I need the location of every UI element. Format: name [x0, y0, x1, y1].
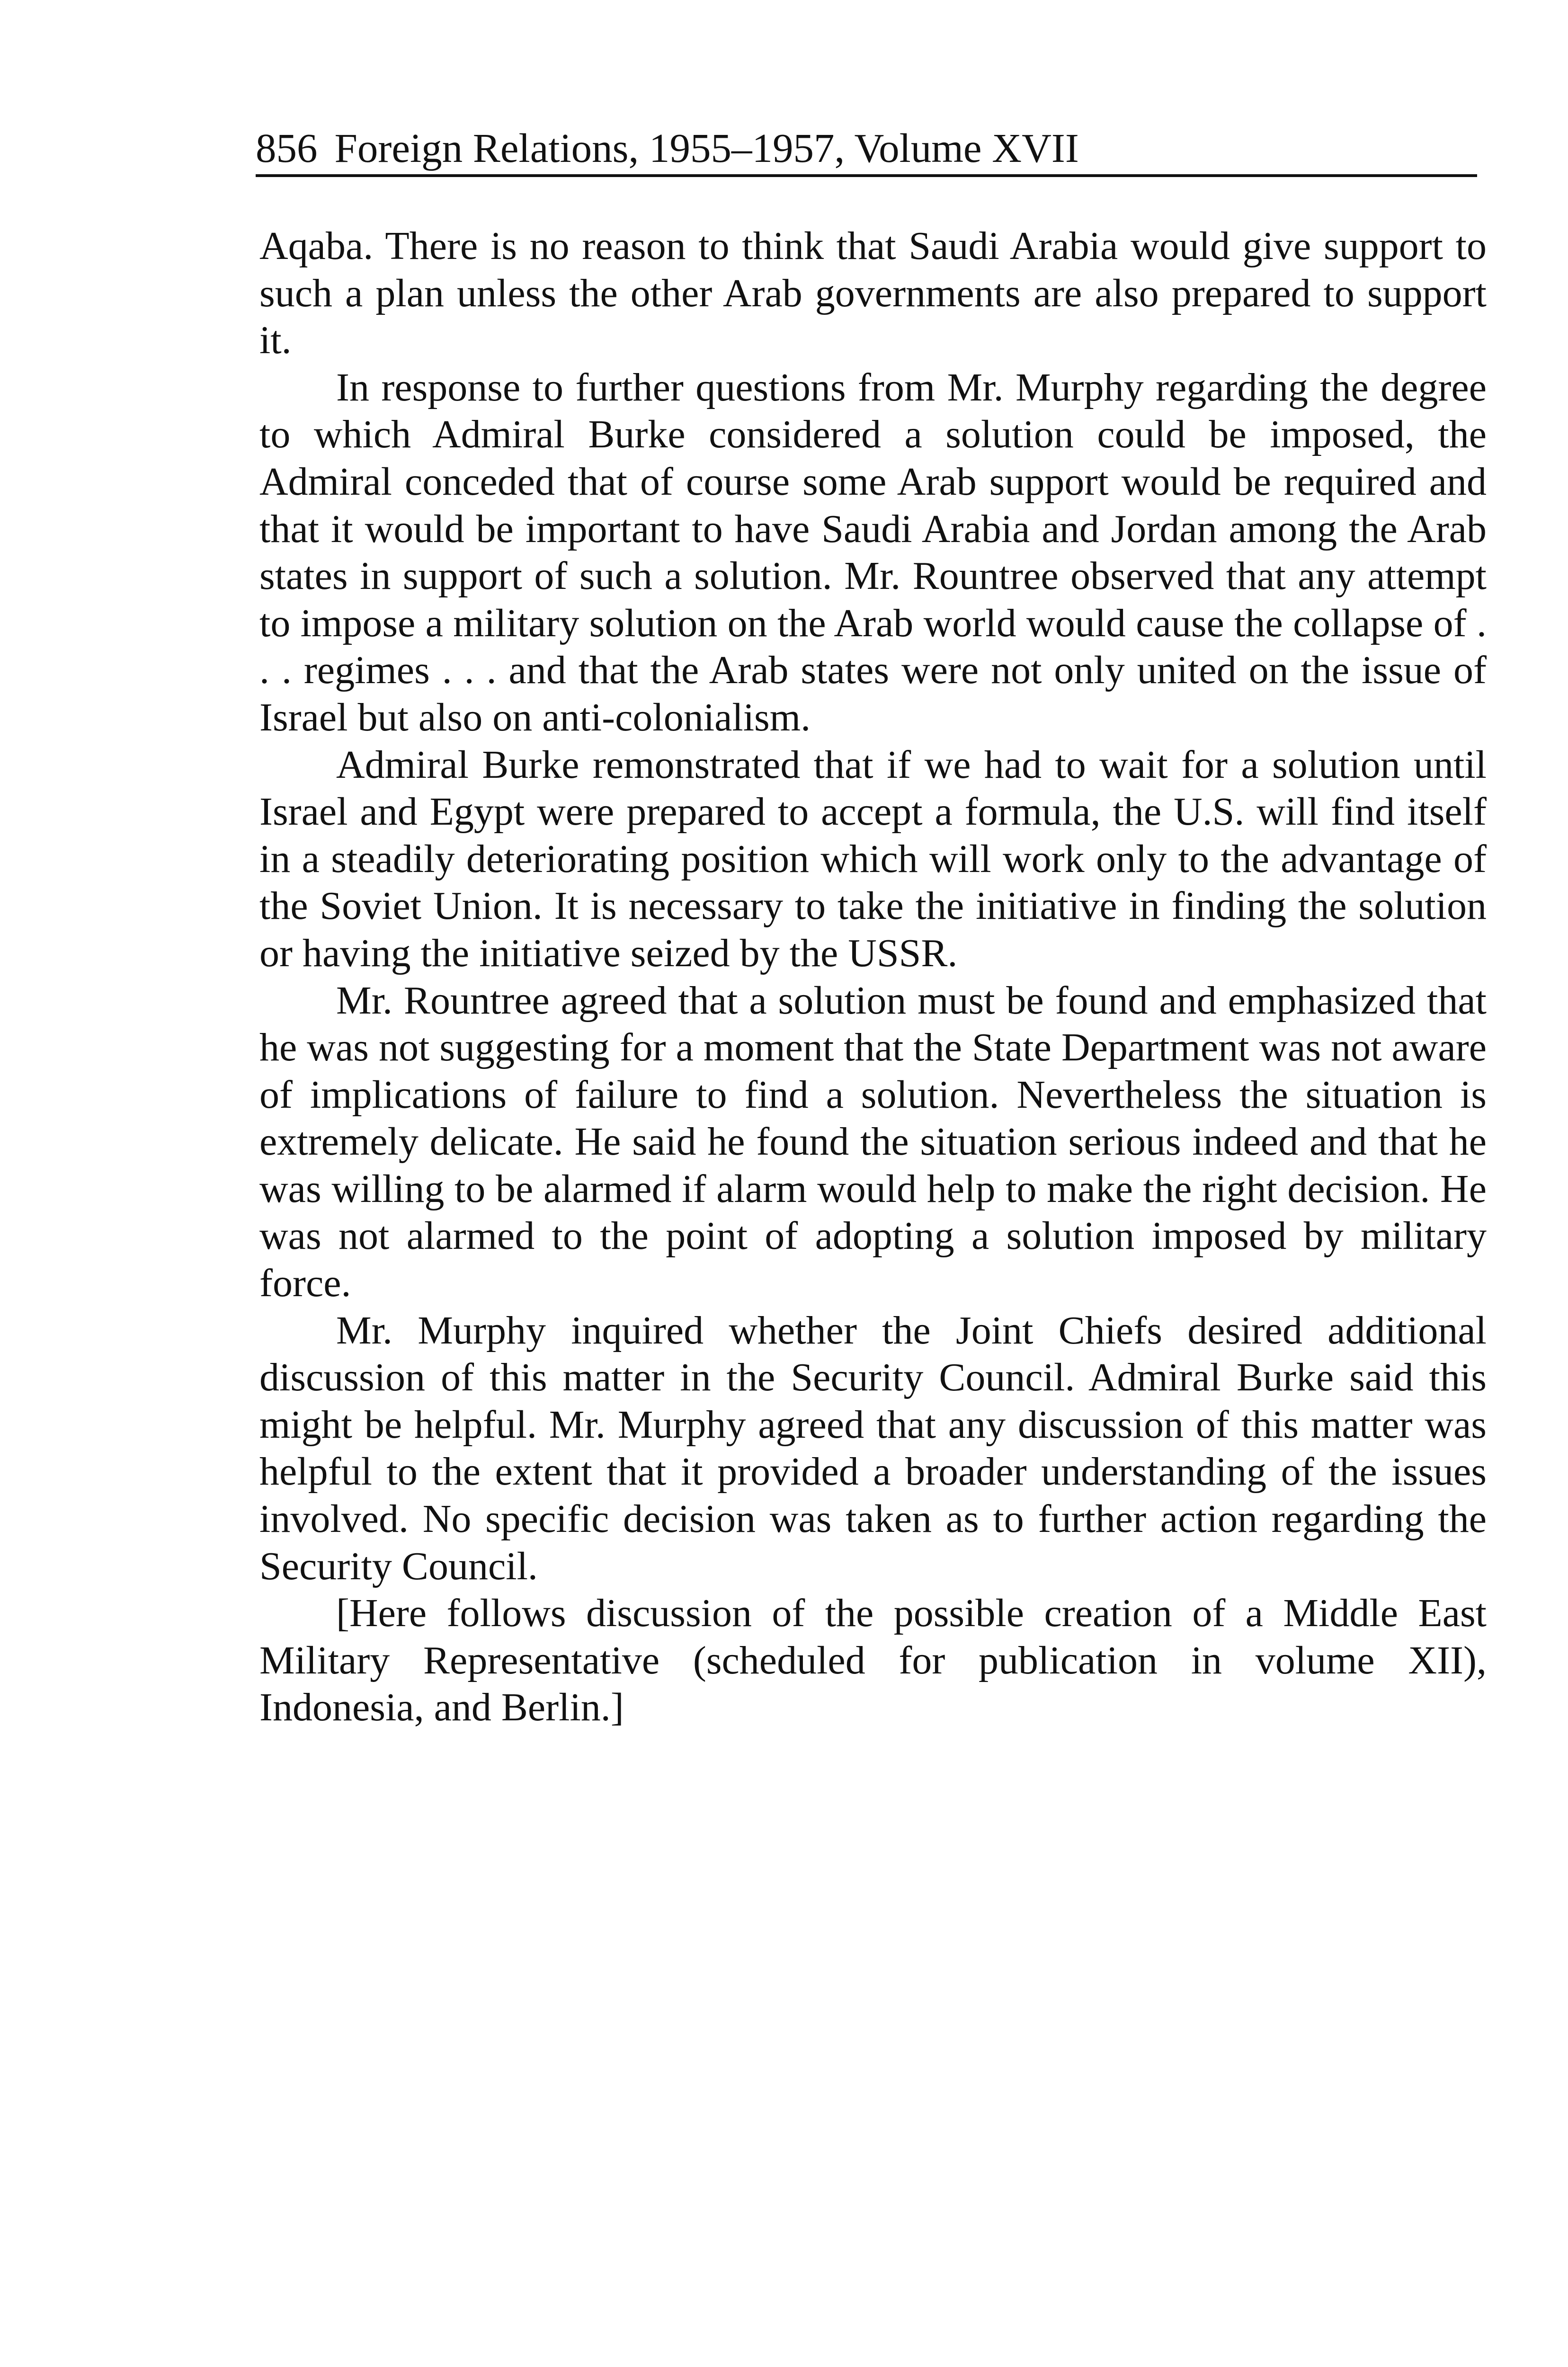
paragraph: Mr. Murphy inquired whether the Joint Chiefs desired additional discussion of this matter in the Security Council. Admiral Burke said this might be helpful. Mr. Murphy agreed that any discussion of this matter was helpful to the extent that it provided a broader understanding of the issues involved. No specific decision was taken as to further action regarding the Security Council.: [259, 1308, 1487, 1588]
paragraph-continuation: Aqaba. There is no reason to think that Saudi Arabia would give support to such a plan unless the other Arab governments are also prepared to support it.: [259, 224, 1487, 363]
page-number: 856: [256, 125, 318, 171]
paragraph: In response to further questions from Mr. Murphy regarding the degree to which Admiral Burke considered a solution could be imposed, the Admiral conceded that of course some Arab support would be required and that it would be important to have Saudi Arabia and Jordan among the Arab states in support of such a solution. Mr. Rountree observed that any attempt to impose a military solution on the Arab world would cause the collapse of . . . regimes . . . and that the Arab states were not only united on the issue of Israel but also on anti-colonialism.: [259, 365, 1487, 739]
body-text: [259, 222, 1487, 1731]
running-title: Foreign Relations, 1955–1957, Volume XVII: [334, 125, 1079, 171]
paragraph: Admiral Burke remonstrated that if we had to wait for a solution until Israel and Egypt were prepared to accept a formula, the U.S. will find itself in a steadily deteriorating position which will work only to the advantage of the Soviet Union. It is necessary to take the initiative in finding the solution or having the initiative seized by the USSR.: [259, 742, 1487, 975]
paragraph: Mr. Rountree agreed that a solution must be found and emphasized that he was not suggesting for a moment that the State Department was not aware of implications of failure to find a solution. Nevertheless the situation is extremely delicate. He said he found the situation serious indeed and that he was willing to be alarmed if alarm would help to make the right decision. He was not alarmed to the point of adopting a solution imposed by military force.: [259, 978, 1487, 1306]
editorial-note: [Here follows discussion of the possible creation of a Middle East Military Representative (scheduled for publication in volume XII), Indonesia, and Berlin.]: [259, 1591, 1487, 1730]
running-head: [256, 122, 1477, 177]
